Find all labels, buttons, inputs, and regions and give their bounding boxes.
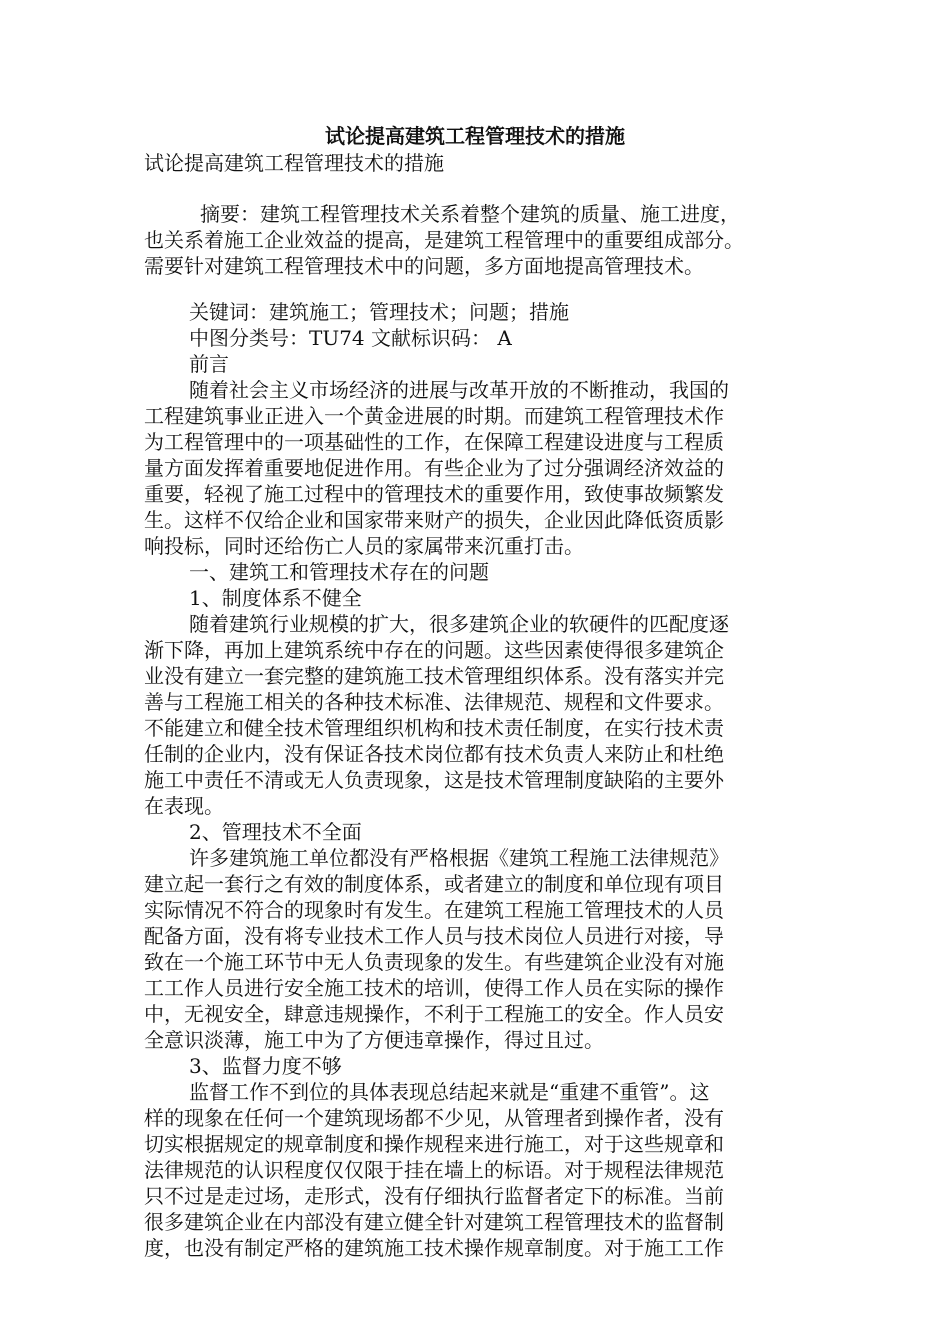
body-line: 业没有建立一套完整的建筑施工技术管理组织体系。没有落实并完	[144, 664, 724, 688]
abstract-line: 也关系着施工企业效益的提高，是建筑工程管理中的重要组成部分。	[144, 228, 744, 252]
subsection-heading: 1、制度体系不健全	[189, 586, 362, 610]
body-line: 善与工程施工相关的各种技术标准、法律规范、规程和文件要求。	[144, 690, 724, 714]
body-line: 法律规范的认识程度仅仅限于挂在墙上的标语。对于规程法律规范	[144, 1158, 724, 1182]
body-line: 许多建筑施工单位都没有严格根据《建筑工程施工法律规范》	[189, 846, 729, 870]
body-line: 实际情况不符合的现象时有发生。在建筑工程施工管理技术的人员	[144, 898, 724, 922]
body-line: 量方面发挥着重要地促进作用。有些企业为了过分强调经济效益的	[144, 456, 724, 480]
abstract-line: 摘要：建筑工程管理技术关系着整个建筑的质量、施工进度，	[200, 202, 740, 226]
subsection-heading: 2、管理技术不全面	[189, 820, 362, 844]
body-line: 响投标，同时还给伤亡人员的家属带来沉重打击。	[144, 534, 584, 558]
body-line: 样的现象在任何一个建筑现场都不少见，从管理者到操作者，没有	[144, 1106, 724, 1130]
body-line: 监督工作不到位的具体表现总结起来就是“重建不重管”。这	[189, 1080, 710, 1104]
body-line: 很多建筑企业在内部没有建立健全针对建筑工程管理技术的监督制	[144, 1210, 724, 1234]
body-line: 度，也没有制定严格的建筑施工技术操作规章制度。对于施工工作	[144, 1236, 724, 1260]
body-line: 配备方面，没有将专业技术工作人员与技术岗位人员进行对接，导	[144, 924, 724, 948]
body-line: 为工程管理中的一项基础性的工作，在保障工程建设进度与工程质	[144, 430, 724, 454]
body-line: 致在一个施工环节中无人负责现象的发生。有些建筑企业没有对施	[144, 950, 724, 974]
section-heading: 前言	[189, 352, 229, 376]
body-line: 工程建筑事业正进入一个黄金进展的时期。而建筑工程管理技术作	[144, 404, 724, 428]
body-line: 全意识淡薄，施工中为了方便违章操作，得过且过。	[144, 1028, 604, 1052]
body-line: 中，无视安全，肆意违规操作，不利于工程施工的安全。作人员安	[144, 1002, 724, 1026]
body-line: 重要，轻视了施工过程中的管理技术的重要作用，致使事故频繁发	[144, 482, 724, 506]
body-line: 随着社会主义市场经济的进展与改革开放的不断推动，我国的	[189, 378, 729, 402]
body-line: 建立起一套行之有效的制度体系，或者建立的制度和单位现有项目	[144, 872, 724, 896]
subtitle-line: 试论提高建筑工程管理技术的措施	[144, 151, 444, 175]
body-line: 不能建立和健全技术管理组织机构和技术责任制度，在实行技术责	[144, 716, 724, 740]
classification-line: 中图分类号：TU74 文献标识码： A	[189, 326, 512, 350]
keywords-line: 关键词：建筑施工；管理技术；问题；措施	[189, 300, 569, 324]
body-line: 随着建筑行业规模的扩大，很多建筑企业的软硬件的匹配度逐	[189, 612, 729, 636]
document-title: 试论提高建筑工程管理技术的措施	[325, 124, 625, 148]
body-line: 生。这样不仅给企业和国家带来财产的损失，企业因此降低资质影	[144, 508, 724, 532]
body-line: 施工中责任不清或无人负责现象，这是技术管理制度缺陷的主要外	[144, 768, 724, 792]
body-line: 工工作人员进行安全施工技术的培训，使得工作人员在实际的操作	[144, 976, 724, 1000]
body-line: 任制的企业内，没有保证各技术岗位都有技术负责人来防止和杜绝	[144, 742, 724, 766]
section-heading: 一、建筑工和管理技术存在的问题	[189, 560, 489, 584]
body-line: 切实根据规定的规章制度和操作规程来进行施工，对于这些规章和	[144, 1132, 724, 1156]
subsection-heading: 3、监督力度不够	[189, 1054, 342, 1078]
body-line: 只不过是走过场，走形式，没有仔细执行监督者定下的标准。当前	[144, 1184, 724, 1208]
body-line: 在表现。	[144, 794, 224, 818]
abstract-line: 需要针对建筑工程管理技术中的问题，多方面地提高管理技术。	[144, 254, 704, 278]
body-line: 渐下降，再加上建筑系统中存在的问题。这些因素使得很多建筑企	[144, 638, 724, 662]
